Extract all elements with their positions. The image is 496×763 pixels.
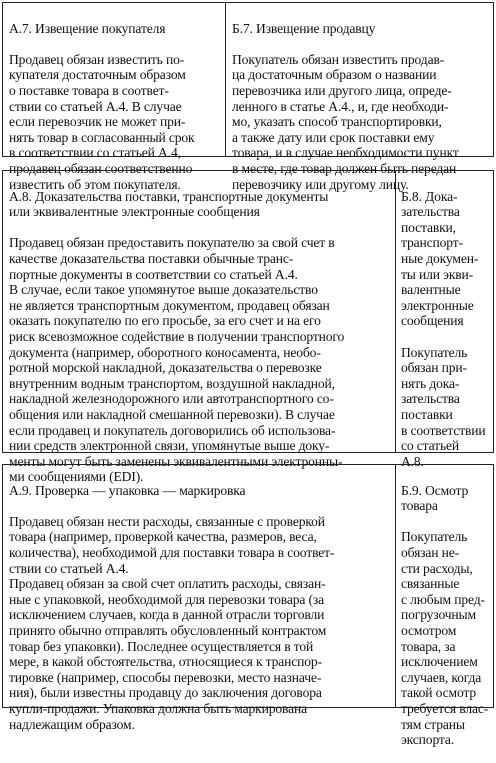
seller-notice-text: Продавец обязан известить по- купателя достаточным образом о поставке товара в соответ- ствии со статьей А.4. В случае если перевозчик не может при- нять товар в согласованный срок в соответствии со статьей А.4, продавец обязан соответственно известить об этом покупателя. (9, 51, 195, 192)
buyer-inspection-heading: Б.9. Осмотр товара (401, 482, 469, 514)
seller-proof-heading: А.8. Доказательства поставки, транспортные документы или эквивалентные электронные сообщения (9, 188, 329, 220)
buyer-notice-text: Покупатель обязан известить продав- ца достаточным образом о названии перевозчика или другого лица, опреде- ленного в статье А.4., и, где необходи- мо, указать способ транспортировки, а также дату или срок поставки ему товара, и в случае необходимости пункт в месте, где товар должен быть передан перевозчику или другому лицу. (232, 51, 459, 192)
buyer-notice-cell (225, 3, 493, 192)
buyer-proof-heading: Б.8. Дока- зательства поставки, транспорт- ные докумен- ты или экви- валентные электронные сообщения (401, 188, 479, 329)
buyer-proof-cell (395, 171, 493, 469)
seller-notice-cell (3, 3, 225, 192)
buyer-proof-text: Покупатель обязан при- нять дока- зательства поставки в соответствии со статьей А.8. (401, 344, 486, 469)
seller-notice-heading: А.7. Извещение покупателя (9, 20, 166, 36)
seller-packing-heading: А.9. Проверка — упаковка — маркировка (9, 482, 246, 498)
buyer-notice-heading: Б.7. Извещение продавцу (232, 20, 376, 36)
seller-proof-cell (3, 171, 395, 485)
buyer-inspection-text: Покупатель обязан не- сти расходы, связанные с любым пред- погрузочным осмотром товара, за исключением случаев, когда такой осмотр требуется влас- тям страны экспорта. (401, 529, 489, 748)
seller-proof-text: Продавец обязан предоставить покупателю за свой счет в качестве доказательства поставки обычные транс- портные документы в соответствии со статьей А.4. В случае, если такое упомянутое выше доказательство не является транспортным документом, продавец обязан оказать покупателю по его просьбе, за его счет и на его риск всевозможное содействие в получении транспортного документа (например, оборотного коносамента, необо- ротной морской накладной, доказательства о перевозке внутренним водным транспортом, воздушной накладной, накладной железнодорожного или автотранспортного со- общения или накладной смешанной перевозки). В случае если продавец и покупатель договорились об использова- нии средств электронной связи, упомянутые выше доку- менты могут быть заменены эквивалентными электронны- ми сообщениями (EDI). (9, 235, 345, 485)
section-7-row (2, 2, 494, 192)
section-8-row (2, 170, 494, 485)
seller-packing-cell (3, 465, 395, 732)
buyer-inspection-cell (395, 465, 493, 748)
section-9-row (2, 464, 494, 748)
seller-packing-text: Продавец обязан нести расходы, связанные с проверкой товара (например, проверкой качества, размеров, веса, количества), необходимой для поставки товара в соответ- ствии со статьей А.4. Продавец обязан за свой счет оплатить расходы, связан- ные с упаковкой, необходимой для перевозки товара (за исключением случаев, когда в данной отрасли торговли принято обычно отправлять обусловленный контрактом товар без упаковки). Последнее осуществляется в той мере, в какой обстоятельства, относящиеся к транспор- тировке (например, способы перевозки, место назначе- ния), были известны продавцу до заключения договора купли-продажи. Упаковка должна быть маркирована надлежащим образом. (9, 513, 335, 732)
